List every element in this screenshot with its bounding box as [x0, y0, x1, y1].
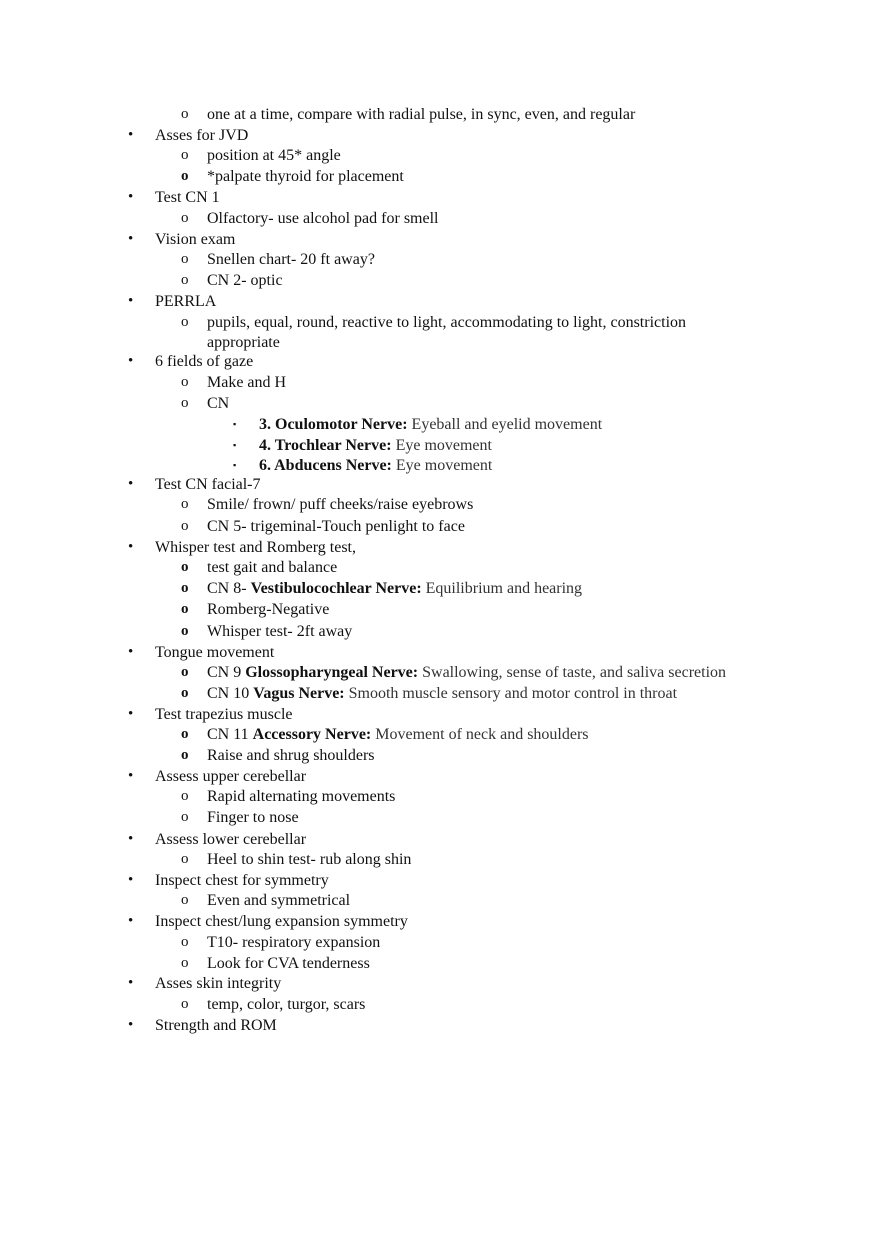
list-item-text [259, 435, 492, 456]
list-item-text [259, 455, 492, 476]
list-item-text: Assess lower cerebellar [155, 831, 307, 848]
square-marker: ▪ [233, 440, 237, 450]
nerve-name: Vagus Nerve: [253, 685, 345, 702]
nerve-name: Vestibulocochlear Nerve: [250, 580, 422, 597]
list-item-text: Assess upper cerebellar [155, 768, 307, 785]
circle-marker: o [181, 892, 189, 908]
nerve-name: Glossopharyngeal Nerve: [245, 664, 419, 681]
list-item-text: pupils, equal, round, reactive to light, accommodating to light, constriction [207, 314, 687, 331]
list-item-text: Inspect chest/lung expansion symmetry [155, 913, 408, 930]
circle-marker: o [181, 106, 189, 122]
list-item-text [207, 683, 677, 704]
circle-marker: o [181, 664, 189, 680]
nerve-function: Swallowing, sense of taste, and saliva secretion [418, 664, 727, 681]
bullet-marker: • [128, 706, 134, 722]
circle-marker: o [181, 518, 189, 534]
bullet-marker: • [128, 913, 134, 929]
list-item-text: Finger to nose [207, 809, 299, 826]
bullet-marker: • [128, 189, 134, 205]
list-item-text: CN 5- trigeminal-Touch penlight to face [207, 518, 465, 535]
item-prefix: CN 9 [207, 664, 246, 681]
circle-marker: o [181, 788, 189, 804]
list-item-text: test gait and balance [207, 559, 338, 576]
circle-marker: o [181, 623, 189, 639]
list-item-text [259, 414, 602, 435]
nerve-name: Accessory Nerve: [252, 726, 372, 743]
nerve-name: 3. Oculomotor Nerve: [259, 416, 408, 433]
nerve-name: 4. Trochlear Nerve: [259, 437, 392, 454]
bullet-marker: • [128, 768, 134, 784]
list-item-text: 6 fields of gaze [155, 353, 254, 370]
list-item-text: Vision exam [155, 231, 236, 248]
circle-marker: o [181, 496, 189, 512]
list-item-text: PERRLA [155, 293, 217, 310]
circle-marker: o [181, 147, 189, 163]
list-item-text: one at a time, compare with radial pulse, in sync, even, and regular [207, 106, 636, 123]
circle-marker: o [181, 395, 189, 411]
nerve-function: Eye movement [391, 437, 492, 454]
list-item-text: CN [207, 395, 230, 412]
bullet-marker: • [128, 539, 134, 555]
circle-marker: o [181, 996, 189, 1012]
list-item-text: Smile/ frown/ puff cheeks/raise eyebrows [207, 496, 474, 513]
circle-marker: o [181, 374, 189, 390]
nerve-name: 6. Abducens Nerve: [259, 457, 392, 474]
circle-marker: o [181, 934, 189, 950]
list-item-text: T10- respiratory expansion [207, 934, 381, 951]
list-item-text: Test trapezius muscle [155, 706, 293, 723]
square-marker: ▪ [233, 460, 237, 470]
bullet-marker: • [128, 293, 134, 309]
list-item-text: Test CN facial-7 [155, 476, 261, 493]
bullet-marker: • [128, 1017, 134, 1033]
list-item-text: Olfactory- use alcohol pad for smell [207, 210, 439, 227]
list-item-text: Rapid alternating movements [207, 788, 396, 805]
item-prefix: CN 8- [207, 580, 251, 597]
bullet-marker: • [128, 476, 134, 492]
list-item-text: appropriate [207, 334, 280, 351]
circle-marker: o [181, 210, 189, 226]
bullet-marker: • [128, 353, 134, 369]
list-item-text: Asses skin integrity [155, 975, 282, 992]
circle-marker: o [181, 580, 189, 596]
circle-marker: o [181, 726, 189, 742]
nerve-function: Smooth muscle sensory and motor control in throat [344, 685, 678, 702]
list-item-text: Test CN 1 [155, 189, 220, 206]
circle-marker: o [181, 601, 189, 617]
list-item-text: temp, color, turgor, scars [207, 996, 366, 1013]
bullet-marker: • [128, 127, 134, 143]
list-item-text: Snellen chart- 20 ft away? [207, 251, 375, 268]
circle-marker: o [181, 685, 189, 701]
square-marker: ▪ [233, 419, 237, 429]
list-item-text: Strength and ROM [155, 1017, 277, 1034]
bullet-marker: • [128, 644, 134, 660]
item-prefix: CN 11 [207, 726, 253, 743]
list-item-text: CN 2- optic [207, 272, 283, 289]
list-item-text: Whisper test- 2ft away [207, 623, 353, 640]
circle-marker: o [181, 955, 189, 971]
circle-marker: o [181, 272, 189, 288]
nerve-function: Eyeball and eyelid movement [407, 416, 603, 433]
circle-marker: o [181, 251, 189, 267]
nerve-function: Eye movement [391, 457, 493, 474]
list-item-text: Inspect chest for symmetry [155, 872, 329, 889]
list-item-text [207, 578, 582, 599]
circle-marker: o [181, 168, 189, 184]
list-item-text: Tongue movement [155, 644, 275, 661]
list-item-text: Even and symmetrical [207, 892, 351, 909]
list-item-text: Raise and shrug shoulders [207, 747, 375, 764]
bullet-marker: • [128, 231, 134, 247]
bullet-marker: • [128, 831, 134, 847]
list-item-text: Asses for JVD [155, 127, 249, 144]
item-prefix: CN 10 [207, 685, 254, 702]
list-item-text: Heel to shin test- rub along shin [207, 851, 412, 868]
circle-marker: o [181, 851, 189, 867]
circle-marker: o [181, 809, 189, 825]
list-item-text: Look for CVA tenderness [207, 955, 370, 972]
list-item-text [207, 662, 726, 683]
circle-marker: o [181, 314, 189, 330]
nerve-function: Movement of neck and shoulders [371, 726, 589, 743]
nerve-function: Equilibrium and hearing [421, 580, 583, 597]
bullet-marker: • [128, 872, 134, 888]
circle-marker: o [181, 559, 189, 575]
circle-marker: o [181, 747, 189, 763]
list-item-text: *palpate thyroid for placement [207, 168, 404, 185]
list-item-text [207, 724, 589, 745]
list-item-text: position at 45* angle [207, 147, 341, 164]
list-item-text: Romberg-Negative [207, 601, 330, 618]
list-item-text: Make and H [207, 374, 287, 391]
list-item-text: Whisper test and Romberg test, [155, 539, 356, 556]
bullet-marker: • [128, 975, 134, 991]
